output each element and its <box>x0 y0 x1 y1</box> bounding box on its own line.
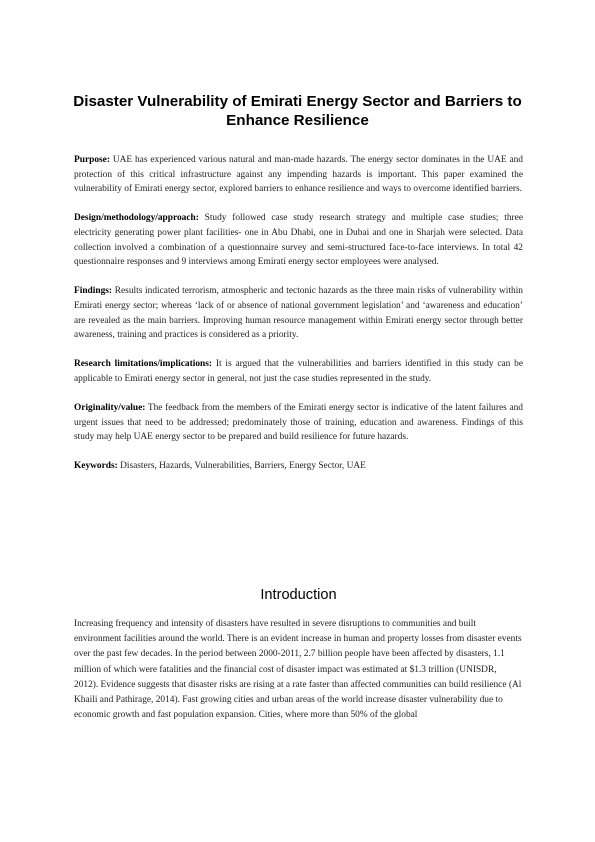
keywords-text: Disasters, Hazards, Vulnerabilities, Barriers, Energy Sector, UAE <box>120 461 366 472</box>
purpose-label: Purpose: <box>74 155 110 165</box>
abstract-findings <box>74 284 523 342</box>
keywords-label: Keywords: <box>74 461 118 472</box>
abstract-design <box>74 211 523 269</box>
introduction-body <box>74 617 523 723</box>
limitations-text: It is argued that the vulnerabilities and barriers identified in this study can be applicable to Emirati energy sector in general, not just the case studies represented in the study. <box>74 359 524 384</box>
abstract-limitations <box>74 357 523 386</box>
abstract-keywords <box>74 459 523 474</box>
purpose-text: UAE has experienced various natural and man-made hazards. The energy sector dominates in the UAE and protection of this critical infrastructure against any impending hazards is important. This paper examined the vulnerability of Emirati energy sector, explored barriers to enhance resilience and ways to overcome identified barriers. <box>74 155 523 195</box>
design-text: Study followed case study research strategy and multiple case studies; three electricity generating power plant facilities- one in Abu Dhabi, one in Dubai and one in Sharjah were selected. Data collection involved a combination of a questionnaire survey and semi-structured face-to-face interviews. In total 42 questionnaire responses and 9 interviews among Emirati energy sector employees were analysed. <box>74 213 524 268</box>
abstract <box>74 153 523 489</box>
originality-text: The feedback from the members of the Emirati energy sector is indicative of the latent failures and urgent issues that need to be addressed; predominately those of training, education and awareness. Findings of this study may help UAE energy sector to be prepared and build resilience for future hazards. <box>74 403 523 443</box>
paper-title: Disaster Vulnerability of Emirati Energy Sector and Barriers to Enhance Resilience <box>73 93 522 129</box>
introduction-paragraph: Increasing frequency and intensity of disasters have resulted in severe disruptions to communities and built environment facilities around the world. There is an evident increase in human and property losses from disaster events over the past few decades. In the period between 2000-2011, 2.7 billion people have been affected by disasters, 1.1 million of which were fatalities and the financial cost of disaster impact was estimated at $1.3 trillion (UNISDR, 2012). Evidence suggests that disaster risks are rising at a rate faster than affected communities can build resilience (Al Khaili and Pathirage, 2014). Fast growing cities and urban areas of the world increase disaster vulnerability due to economic growth and fast population expansion. Cities, where more than 50% of the global <box>74 619 522 721</box>
findings-text: Results indicated terrorism, atmospheric and tectonic hazards as the three main risks of vulnerability within Emirati energy sector; whereas ‘lack of or absence of national government legislation’ and ‘awareness and education’ are revealed as the main barriers. Improving human resource management within Emirati energy sector through better awareness, training and practices is considered as a priority. <box>74 286 523 341</box>
limitations-label: Research limitations/implications: <box>74 359 213 370</box>
originality-label: Originality/value: <box>74 403 146 414</box>
design-label: Design/methodology/approach: <box>74 213 199 224</box>
abstract-originality <box>74 401 523 445</box>
section-heading-introduction: Introduction <box>260 587 337 603</box>
findings-label: Findings: <box>74 286 113 297</box>
abstract-purpose <box>74 153 523 197</box>
